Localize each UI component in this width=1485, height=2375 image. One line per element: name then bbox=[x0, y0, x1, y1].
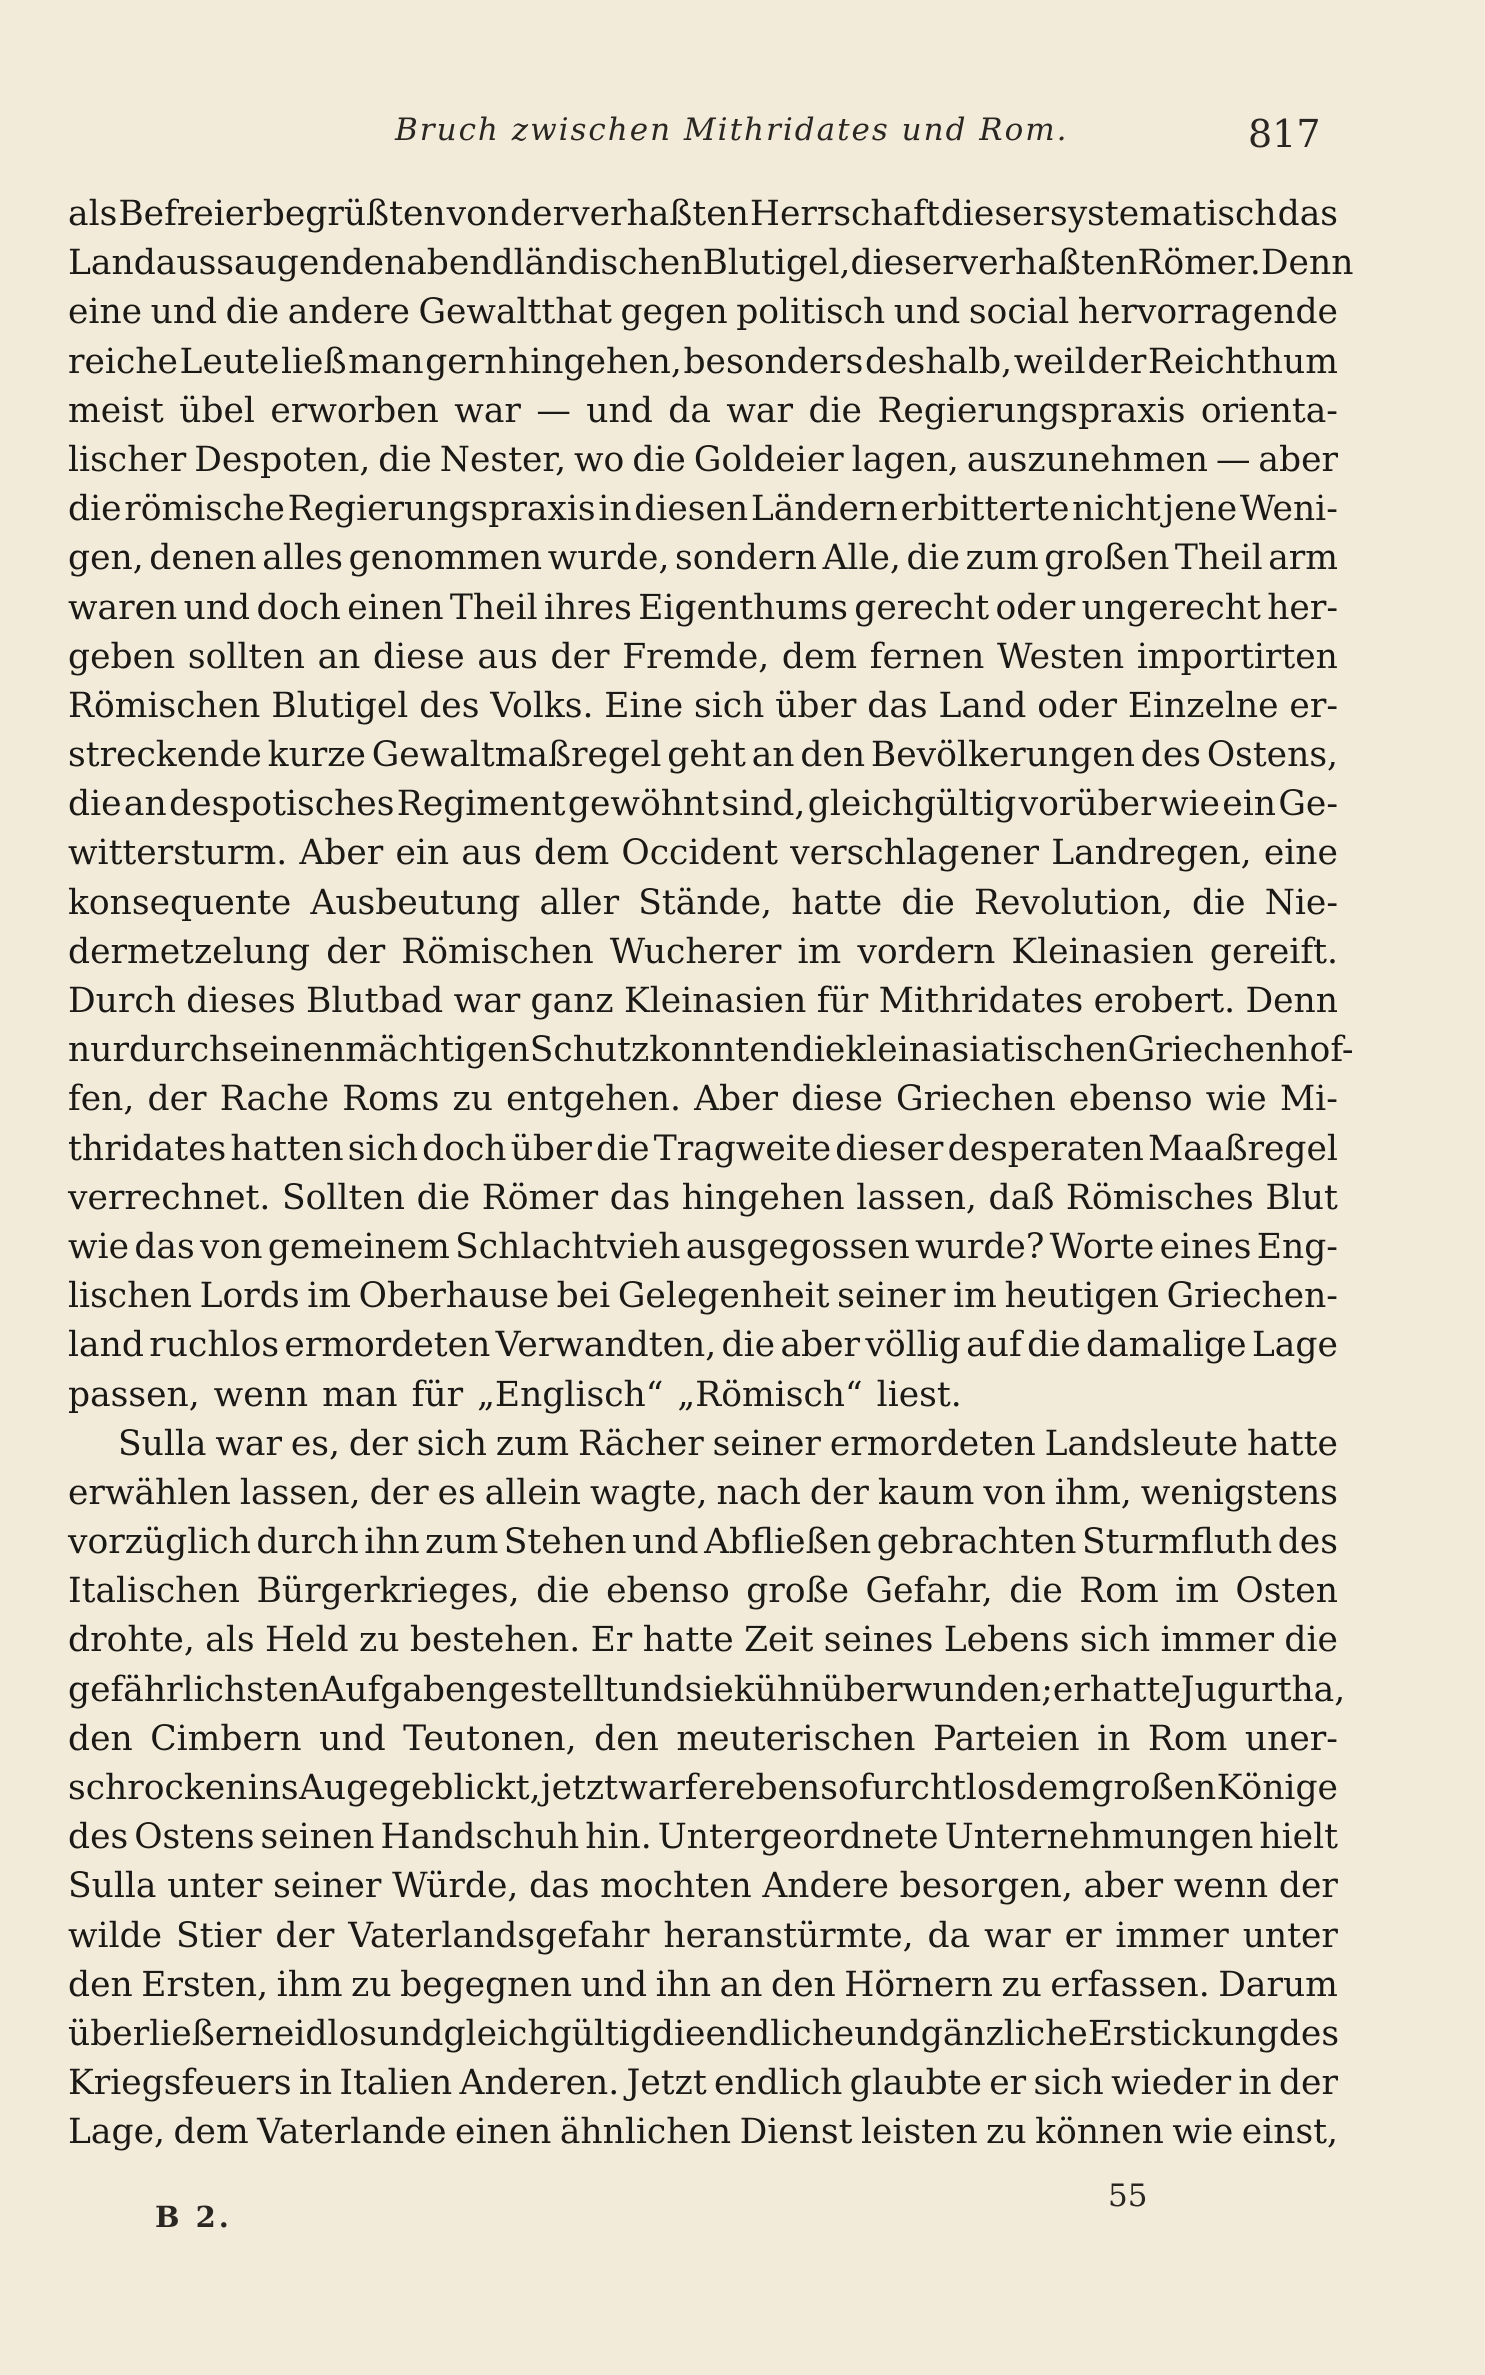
text-line: lischen Lords im Oberhause bei Gelegenheit seiner im heutigen Griechen- bbox=[68, 1276, 1338, 1317]
text-line: erwählen lassen, der es allein wagte, nach der kaum von ihm, wenigstens bbox=[68, 1472, 1338, 1513]
text-line: den Ersten, ihm zu begegnen und ihn an den Hörnern zu erfassen. Darum bbox=[68, 1964, 1338, 2005]
text-line: geben sollten an diese aus der Fremde, dem fernen Westen importirten bbox=[68, 636, 1338, 677]
text-line: den Cimbern und Teutonen, den meuterischen Parteien in Rom uner- bbox=[68, 1718, 1338, 1759]
text-line: des Ostens seinen Handschuh hin. Untergeordnete Unternehmungen hielt bbox=[68, 1817, 1338, 1858]
printer-signature: B 2. bbox=[155, 2200, 232, 2234]
text-line: reiche Leute ließ man gern hingehen, besonders deshalb, weil der Reichthum bbox=[68, 341, 1338, 382]
text-line: wittersturm. Aber ein aus dem Occident verschlagener Landregen, eine bbox=[68, 833, 1338, 874]
running-title: Bruch zwischen Mithridates und Rom. bbox=[395, 112, 1069, 148]
text-line: Land aussaugenden abendländischen Blutigel, dieser verhaßten Römer. Denn bbox=[68, 243, 1354, 284]
text-line: schrocken ins Auge geblickt, jetzt warf er ebenso furchtlos dem großen Könige bbox=[68, 1768, 1338, 1808]
text-line: fen, der Rache Roms zu entgehen. Aber diese Griechen ebenso wie Mi- bbox=[68, 1079, 1338, 1120]
text-line: die an despotisches Regiment gewöhnt sind, gleichgültig vorüber wie ein Ge- bbox=[68, 784, 1338, 825]
text-line: passen, wenn man für „Englisch“ „Römisch“ liest. bbox=[68, 1374, 962, 1415]
text-line: die römische Regierungspraxis in diesen Ländern erbitterte nicht jene Weni- bbox=[68, 489, 1338, 530]
text-line: nur durch seinen mächtigen Schutz konnten die kleinasiatischen Griechen hof- bbox=[68, 1030, 1354, 1071]
text-line: wilde Stier der Vaterlandsgefahr heranstürmte, da war er immer unter bbox=[68, 1915, 1338, 1956]
text-line: streckende kurze Gewaltmaßregel geht an den Bevölkerungen des Ostens, bbox=[68, 735, 1338, 776]
text-line: lischer Despoten, die Nester, wo die Goldeier lagen, auszunehmen — aber bbox=[68, 439, 1338, 480]
page-number: 817 bbox=[1248, 112, 1321, 156]
text-line: wie das von gemeinem Schlachtvieh ausgegossen wurde? Worte eines Eng- bbox=[68, 1226, 1338, 1267]
text-line: als Befreier begrüßten von der verhaßten Herrschaft dieser systematisch das bbox=[68, 194, 1338, 234]
text-line: gen, denen alles genommen wurde, sondern Alle, die zum großen Theil arm bbox=[68, 538, 1338, 579]
text-line: Sulla war es, der sich zum Rächer seiner ermordeten Landsleute hatte bbox=[118, 1423, 1338, 1464]
text-line: dermetzelung der Römischen Wucherer im vordern Kleinasien gereift. bbox=[68, 931, 1338, 972]
text-line: meist übel erworben war — und da war die Regierungspraxis orienta- bbox=[68, 390, 1338, 431]
text-line: eine und die andere Gewaltthat gegen politisch und social hervorragende bbox=[68, 292, 1338, 333]
text-line: überließ er neidlos und gleichgültig die endliche und gänzliche Erstickung des bbox=[68, 2013, 1340, 2054]
text-line: Durch dieses Blutbad war ganz Kleinasien für Mithridates erobert. Denn bbox=[68, 981, 1338, 1021]
text-line: gefährlichsten Aufgaben gestellt und sie kühn überwunden; er hatte Jugurtha, bbox=[68, 1669, 1346, 1710]
sheet-number: 55 bbox=[1108, 2178, 1148, 2214]
text-line: thridates hatten sich doch über die Tragweite dieser desperaten Maaßregel bbox=[68, 1128, 1338, 1169]
text-line: verrechnet. Sollten die Römer das hingehen lassen, daß Römisches Blut bbox=[68, 1177, 1338, 1218]
text-line: Lage, dem Vaterlande einen ähnlichen Dienst leisten zu können wie einst, bbox=[68, 2112, 1338, 2153]
text-line: waren und doch einen Theil ihres Eigenthums gerecht oder ungerecht her- bbox=[68, 587, 1338, 628]
text-line: Kriegsfeuers in Italien Anderen. Jetzt endlich glaubte er sich wieder in der bbox=[68, 2063, 1338, 2104]
text-line: land ruchlos ermordeten Verwandten, die aber völlig auf die damalige Lage bbox=[68, 1325, 1338, 1366]
text-line: konsequente Ausbeutung aller Stände, hatte die Revolution, die Nie- bbox=[68, 882, 1338, 923]
text-line: Italischen Bürgerkrieges, die ebenso große Gefahr, die Rom im Osten bbox=[68, 1571, 1338, 1612]
text-line: drohte, als Held zu bestehen. Er hatte Zeit seines Lebens sich immer die bbox=[68, 1620, 1338, 1661]
text-line: vorzüglich durch ihn zum Stehen und Abfließen gebrachten Sturmfluth des bbox=[68, 1522, 1338, 1563]
text-line: Sulla unter seiner Würde, das mochten Andere besorgen, aber wenn der bbox=[68, 1866, 1338, 1907]
text-line: Römischen Blutigel des Volks. Eine sich über das Land oder Einzelne er- bbox=[68, 685, 1338, 726]
body-text bbox=[68, 190, 1354, 2158]
